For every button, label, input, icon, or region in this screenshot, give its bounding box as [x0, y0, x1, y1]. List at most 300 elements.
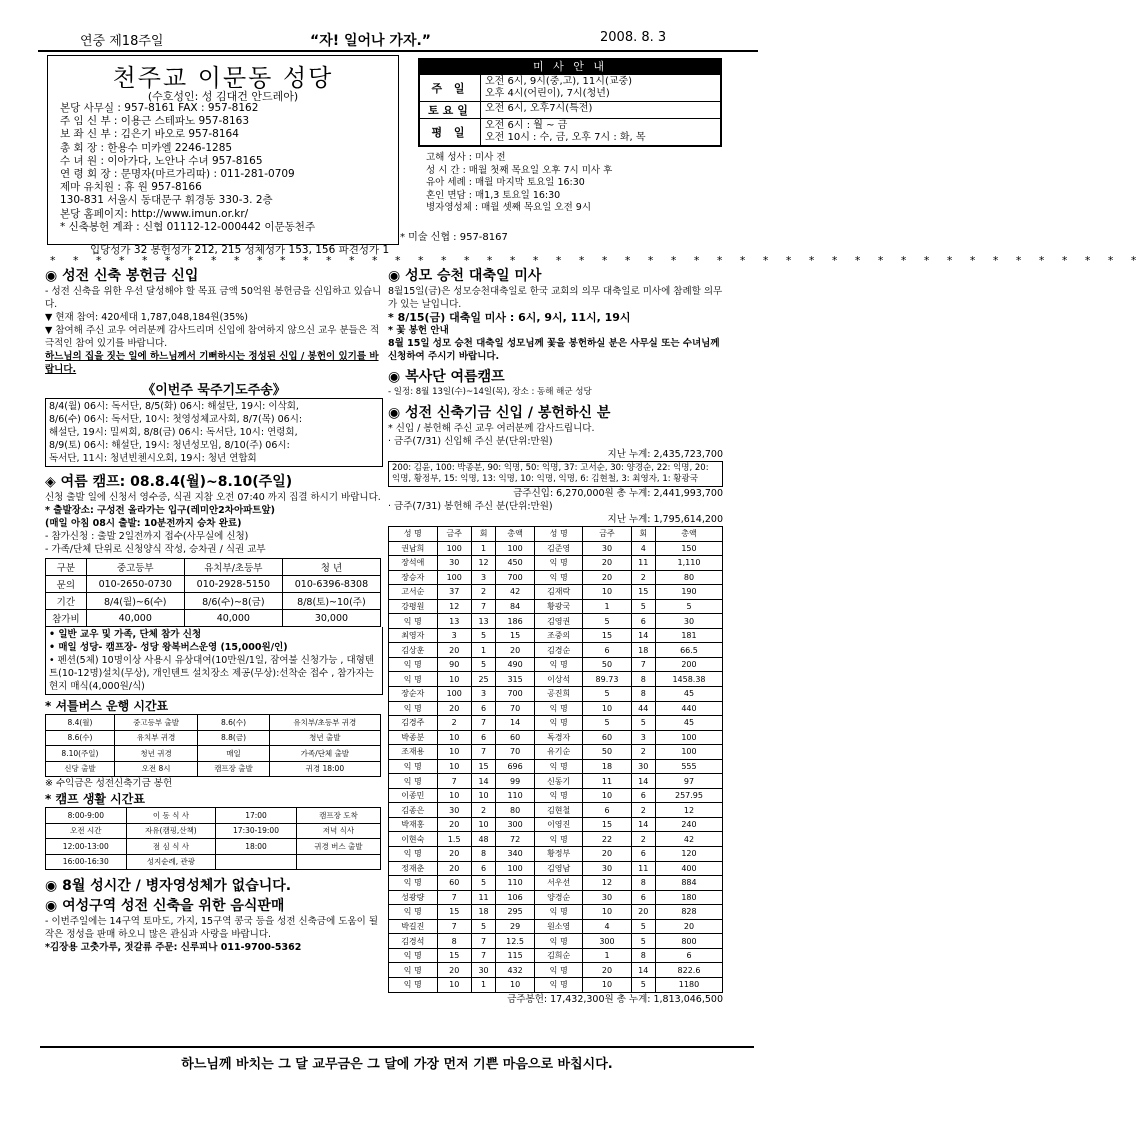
prayer-line: 해설단, 19시: 밀씨회, 8/8(금) 06시: 독서단, 10시: 연령회, [49, 427, 298, 438]
table-cell: 17:30-19:00 [216, 823, 297, 839]
mass-time: 오전 6시 : 월 ~ 금 [485, 120, 568, 131]
table-cell: 257.95 [655, 788, 722, 803]
section-title: ◉ 성전 신축기금 신입 / 봉헌하신 분 [388, 405, 611, 421]
footer-message: 하느님께 바치는 그 달 교무금은 그 달에 가장 먼저 기쁜 마음으로 바칩시다. [181, 1057, 613, 1072]
table-cell: 6 [631, 614, 655, 629]
table-cell: 20 [655, 919, 722, 934]
table-row [389, 905, 723, 920]
table-row [389, 556, 723, 571]
table-cell: 박재홍 [389, 817, 438, 832]
table-cell: 8 [631, 948, 655, 963]
account-line: * 신축봉헌 계좌 : 신협 01112-12-000442 이문동천주 [60, 220, 316, 233]
table-cell: 315 [496, 672, 535, 687]
table-cell: 42 [655, 832, 722, 847]
table-cell: 14 [631, 628, 655, 643]
table-cell: 10 [583, 701, 631, 716]
table-cell: 익 명 [534, 570, 583, 585]
bulletin-header [60, 30, 730, 48]
table-cell: 12 [655, 803, 722, 818]
table-row [389, 687, 723, 702]
contact-line: 본당 사무실 : 957-8161 FAX : 957-8162 [60, 102, 259, 114]
table-cell: 18 [583, 759, 631, 774]
section-body: ▼ 현재 참여: 420세대 1,787,048,184원(35%) [45, 312, 248, 323]
table-cell: 중고등부 [86, 559, 184, 576]
table-cell: 5 [655, 599, 722, 614]
table-cell: 45 [655, 687, 722, 702]
table-cell: 20 [437, 847, 471, 862]
table-cell: 115 [496, 948, 535, 963]
table-row [46, 808, 381, 824]
contact-line: 수 녀 원 : 이아가다, 노안나 수녀 957-8165 [60, 154, 263, 167]
table-row [389, 788, 723, 803]
table-cell: 캠프장 출발 [198, 761, 269, 777]
table-cell: 50 [583, 657, 631, 672]
table-cell: 6 [471, 730, 495, 745]
table-cell: 익 명 [389, 876, 438, 891]
section-emphasis: * 출발장소: 구성전 올라가는 입구(레미안2차아파트앞) [45, 505, 276, 516]
table-cell: 48 [471, 832, 495, 847]
table-cell: 익 명 [389, 759, 438, 774]
table-cell: 181 [655, 628, 722, 643]
table-cell: 장석애 [389, 556, 438, 571]
table-cell: 1 [471, 541, 495, 556]
table-row [389, 628, 723, 643]
table-cell: 80 [655, 570, 722, 585]
table-cell: 5 [583, 614, 631, 629]
bulletin-date: 2008. 8. 3 [600, 30, 667, 45]
table-cell: 청 년 [282, 559, 380, 576]
table-cell: 30 [583, 541, 631, 556]
sacrament-line: 유아 세례 : 매월 마지막 토요일 16:30 [426, 177, 585, 188]
section-title: ◉ 여성구역 성전 신축을 위한 음식판매 [45, 898, 285, 914]
table-cell: 15 [437, 905, 471, 920]
camp-note: • 펜션(5체) 10명이상 사용시 유상대여(10만원/1일, 잠여불 신청가능 , 대형텐트(10-12명)설치(무상), 개인텐트 설치장소 제공(무상):선착순 접수 , 참가자는 현지 매식(4,000원/식) [49, 655, 374, 692]
section-emphasis: *김장용 고춧가루, 젓갈류 주문: 신루피나 011-9700-5362 [45, 942, 302, 953]
table-cell: 익 명 [534, 556, 583, 571]
table-cell: 20 [631, 905, 655, 920]
table-cell: 7 [631, 657, 655, 672]
table-row [389, 759, 723, 774]
table-cell: 14 [631, 817, 655, 832]
section-title: ◉ 성전 신축 봉헌금 신입 [45, 268, 199, 284]
table-cell: 12 [583, 876, 631, 891]
section-title: ◉ 성모 승천 대축일 미사 [388, 268, 542, 284]
table-cell: 정재춘 [389, 861, 438, 876]
section-body: - 가족/단체 단위로 신청양식 작성, 승차권 / 식권 교부 [45, 544, 266, 555]
table-cell: 30 [437, 556, 471, 571]
table-cell [296, 854, 380, 870]
table-cell: 익 명 [389, 948, 438, 963]
table-cell: 장승자 [389, 570, 438, 585]
table-cell: 5 [631, 716, 655, 731]
liturgical-week: 연중 제18주일 [80, 34, 164, 49]
table-cell: 8.10(주일) [46, 746, 115, 762]
table-cell: 매일 [198, 746, 269, 762]
mass-time: 오전 6시, 오후7시(특전) [485, 103, 593, 114]
table-row [389, 716, 723, 731]
table-cell: 1 [583, 948, 631, 963]
table-cell: 1 [471, 977, 495, 992]
table-row [389, 745, 723, 760]
table-header-row [389, 527, 723, 542]
table-cell: 8:00-9:00 [46, 808, 127, 824]
contact-line: 보 좌 신 부 : 김은기 바오로 957-8164 [60, 128, 239, 141]
table-cell: 10 [437, 745, 471, 760]
section-title: ◉ 8월 성시간 / 병자영성체가 없습니다. [45, 878, 292, 894]
pledge-list: 200: 김윤, 100: 박종분, 90: 익명, 50: 익명, 37: 고서순, 30: 양경순, 22: 익명, 20: 익명, 황정부, 15: 익명, 13: 익명, 10: 익명, 익명, 6: 김현철, 3: 최영자, 1: 황광국 [388, 461, 723, 487]
contact-line: 연 령 회 장 : 문명자(마르가리따) : 011-281-0709 [60, 168, 295, 181]
table-cell: 5 [471, 628, 495, 643]
table-cell: 190 [655, 585, 722, 600]
table-cell: 7 [437, 890, 471, 905]
homepage-line[interactable]: 본당 홈페이지: http://www.imun.or.kr/ [60, 207, 249, 220]
table-cell: 106 [496, 890, 535, 905]
table-cell: 22 [583, 832, 631, 847]
table-header-cell: 성 명 [389, 527, 438, 542]
table-cell: 240 [655, 817, 722, 832]
section-emphasis: * 8/15(금) 대축일 미사 : 6시, 9시, 11시, 19시 [388, 311, 631, 324]
section-body: ▼ 참여해 주신 교우 여러분께 감사드리며 신입에 참여하지 않으신 교우 분들은 적극적인 참여 있기를 바랍니다. [45, 325, 380, 349]
table-cell: 16:00-16:30 [46, 854, 127, 870]
table-cell: 12 [437, 599, 471, 614]
mass-day: 평 일 [420, 119, 481, 145]
section-body: - 참가신청 : 출발 2일전까지 접수(사무실에 신청) [45, 531, 249, 542]
table-cell: 186 [496, 614, 535, 629]
table-cell: 17:00 [216, 808, 297, 824]
table-cell: 30 [437, 803, 471, 818]
table-cell: 익 명 [534, 701, 583, 716]
table-cell: 자유(캠핑,산책) [126, 823, 216, 839]
table-cell: 20 [437, 643, 471, 658]
table-cell: 14 [631, 963, 655, 978]
table-cell: 6 [631, 847, 655, 862]
table-cell: 150 [655, 541, 722, 556]
table-cell: 2 [471, 585, 495, 600]
table-cell: 100 [496, 861, 535, 876]
church-patron: (수호성인: 성 김대건 안드레아) [147, 90, 299, 103]
table-cell: 11 [631, 556, 655, 571]
mass-row-saturday [420, 101, 720, 118]
table-cell: 익 명 [389, 614, 438, 629]
table-cell: 1458.38 [655, 672, 722, 687]
table-row [46, 730, 381, 746]
table-cell: 문의 [46, 576, 87, 593]
table-cell: 20 [437, 963, 471, 978]
table-row [389, 730, 723, 745]
table-cell: 300 [583, 934, 631, 949]
header-rule [38, 50, 758, 52]
table-cell: 10 [437, 759, 471, 774]
camp-note: • 매일 성당- 캠프장- 성당 왕복버스운영 (15,000원/인) [49, 642, 288, 653]
prayer-title: 《이번주 묵주기도주송》 [142, 383, 286, 398]
church-name: 천주교 이문동 성당 [112, 64, 334, 92]
table-cell: 익 명 [534, 759, 583, 774]
table-cell: 5 [631, 934, 655, 949]
table-cell: 14 [496, 716, 535, 731]
table-cell: 청년 출발 [269, 730, 380, 746]
prayer-box [45, 398, 383, 467]
table-cell: 6 [471, 701, 495, 716]
table-cell: 25 [471, 672, 495, 687]
table-cell: 이영진 [534, 817, 583, 832]
table-cell: 400 [655, 861, 722, 876]
section-body: - 이번주일에는 14구역 토마도, 가지, 15구역 콩국 등을 성전 신축금에 도움이 될 작은 정성을 판매 하오니 많은 관심과 사랑을 바랍니다. [45, 916, 378, 940]
table-cell: 황정부 [534, 847, 583, 862]
table-cell: 권남희 [389, 541, 438, 556]
table-cell: 8.6(수) [198, 715, 269, 731]
table-cell: 익 명 [389, 905, 438, 920]
table-cell: 10 [437, 730, 471, 745]
table-row [389, 977, 723, 992]
table-cell: 4 [583, 919, 631, 934]
table-cell: 295 [496, 905, 535, 920]
table-cell: 13 [437, 614, 471, 629]
table-cell: 30,000 [282, 610, 380, 627]
table-cell: 7 [437, 774, 471, 789]
table-cell: 5 [471, 657, 495, 672]
sacrament-schedule [420, 152, 720, 215]
section-emphasis: (매일 아침 08시 출발: 10분전까지 승차 완료) [45, 518, 242, 529]
table-cell: 독경자 [534, 730, 583, 745]
table-cell: 40,000 [184, 610, 282, 627]
table-row [389, 803, 723, 818]
table-cell: 60 [496, 730, 535, 745]
table-cell: 김준영 [534, 541, 583, 556]
table-cell: 50 [583, 745, 631, 760]
table-cell: 15 [583, 817, 631, 832]
table-cell: 가족/단체 출발 [269, 746, 380, 762]
table-cell: 김재락 [534, 585, 583, 600]
table-cell: 66.5 [655, 643, 722, 658]
table-cell: 8.4(월) [46, 715, 115, 731]
table-row [389, 934, 723, 949]
table-cell: 익 명 [534, 905, 583, 920]
table-cell: 이종민 [389, 788, 438, 803]
table-cell: 450 [496, 556, 535, 571]
table-cell: 60 [437, 876, 471, 891]
table-cell: 1.5 [437, 832, 471, 847]
table-row [389, 701, 723, 716]
table-cell: 5 [631, 977, 655, 992]
table-cell: 700 [496, 570, 535, 585]
table-cell: 13 [471, 614, 495, 629]
table-cell: 822.6 [655, 963, 722, 978]
table-row [46, 823, 381, 839]
table-cell: 2 [471, 803, 495, 818]
table-cell: 14 [471, 774, 495, 789]
table-cell: 10 [471, 788, 495, 803]
table-cell: 김영남 [534, 861, 583, 876]
section-body: · 금주(7/31) 봉헌해 주신 분(단위:만원) [388, 501, 553, 512]
table-cell: 캠프장 도착 [296, 808, 380, 824]
table-cell: 1 [583, 599, 631, 614]
table-cell: 점 심 식 사 [126, 839, 216, 855]
table-row [46, 839, 381, 855]
table-row [389, 774, 723, 789]
table-cell: 1 [471, 643, 495, 658]
table-cell: 200 [655, 657, 722, 672]
table-cell: 장순자 [389, 687, 438, 702]
table-cell: 7 [471, 716, 495, 731]
table-cell: 유기순 [534, 745, 583, 760]
table-cell: 신동기 [534, 774, 583, 789]
table-cell: 8 [631, 672, 655, 687]
table-cell: 30 [655, 614, 722, 629]
camp-table [45, 558, 381, 627]
table-cell: 20 [437, 817, 471, 832]
table-cell: 익 명 [389, 847, 438, 862]
table-cell: 100 [437, 687, 471, 702]
section-body: - 일정: 8월 13일(수)~14일(목), 장소 : 동해 해군 성당 [388, 387, 592, 397]
mass-day: 주 일 [420, 75, 481, 101]
table-cell: 익 명 [389, 657, 438, 672]
table-cell: 100 [655, 745, 722, 760]
table-cell: 익 명 [534, 832, 583, 847]
table-cell: 6 [631, 890, 655, 905]
section-title: ◈ 여름 캠프: 08.8.4(월)~8.10(주일) [45, 474, 293, 490]
table-cell: 828 [655, 905, 722, 920]
table-cell: 884 [655, 876, 722, 891]
table-cell: 8/6(수)~8(금) [184, 593, 282, 610]
table-cell: 신당 출발 [46, 761, 115, 777]
mass-row-weekday [420, 118, 720, 145]
contact-line: 총 회 장 : 한용수 미카엘 2246-1285 [60, 141, 233, 154]
table-cell: 800 [655, 934, 722, 949]
table-cell: 8/8(토)~10(주) [282, 593, 380, 610]
table-cell: 6 [631, 788, 655, 803]
section-body: - 성전 신축을 위한 우선 달성해야 할 목표 금액 50억원 봉헌금을 신입하고 있습니다. [45, 286, 382, 310]
table-cell: 15 [437, 948, 471, 963]
table-cell: 555 [655, 759, 722, 774]
table-cell: 10 [583, 977, 631, 992]
table-header-cell: 금주 [437, 527, 471, 542]
table-cell: 익 명 [389, 774, 438, 789]
table-cell: 11 [471, 890, 495, 905]
table-cell: 99 [496, 774, 535, 789]
table-cell: 김경순 [534, 643, 583, 658]
table-cell: 30 [631, 759, 655, 774]
table-cell: 12 [471, 556, 495, 571]
table-cell: 5 [471, 876, 495, 891]
church-info-box [47, 55, 399, 245]
table-cell: 20 [496, 643, 535, 658]
table-row [389, 657, 723, 672]
table-row [389, 948, 723, 963]
table-row [389, 570, 723, 585]
table-cell: 010-2928-5150 [184, 576, 282, 593]
mass-time: 오전 6시, 9시(중,고), 11시(교중) [485, 76, 633, 87]
table-cell: 12:00-13:00 [46, 839, 127, 855]
table-cell: 6 [655, 948, 722, 963]
table-cell: 700 [496, 687, 535, 702]
table-cell: 97 [655, 774, 722, 789]
prayer-line: 8/9(토) 06시: 해설단, 19시: 청년성모임, 8/10(주) 06시: [49, 440, 290, 451]
table-cell: 익 명 [534, 977, 583, 992]
table-row [389, 861, 723, 876]
table-cell: 귀경 버스 출발 [296, 839, 380, 855]
table-cell: 6 [583, 643, 631, 658]
prayer-line: 8/4(월) 06시: 독서단, 8/5(화) 06시: 해설단, 19시: 이삭회, [49, 401, 299, 412]
table-cell: 황광국 [534, 599, 583, 614]
table-cell: 37 [437, 585, 471, 600]
table-cell: 6 [471, 861, 495, 876]
table-cell: 1180 [655, 977, 722, 992]
table-cell: 구분 [46, 559, 87, 576]
table-cell: 7 [471, 934, 495, 949]
table-cell: 100 [655, 730, 722, 745]
table-cell: 청년 귀경 [114, 746, 197, 762]
table-cell: 귀경 18:00 [269, 761, 380, 777]
table-cell: 저녁 식사 [296, 823, 380, 839]
table-row [389, 817, 723, 832]
table-cell: 3 [471, 570, 495, 585]
table-cell: 익 명 [389, 963, 438, 978]
contact-line: 130-831 서울시 동대문구 휘경동 330-3. 2층 [60, 194, 273, 207]
table-cell: 8 [437, 934, 471, 949]
table-row [46, 715, 381, 731]
contact-line: 주 임 신 부 : 이용근 스테파노 957-8163 [60, 115, 250, 128]
table-cell: 익 명 [389, 672, 438, 687]
table-cell: 8.6(수) [46, 730, 115, 746]
table-header-cell: 회 [471, 527, 495, 542]
table-row [46, 610, 381, 627]
table-cell [216, 854, 297, 870]
table-header-cell: 성 명 [534, 527, 583, 542]
donation-sum: 금주봉헌: 17,432,300원 총 누계: 1,813,046,500 [507, 993, 723, 1005]
table-cell: 7 [437, 919, 471, 934]
table-cell: 익 명 [534, 934, 583, 949]
table-cell: 300 [496, 817, 535, 832]
table-cell: 오전 8시 [114, 761, 197, 777]
table-cell: 김경석 [389, 934, 438, 949]
prayer-line: 독서단, 11시: 청년빈첸시오회, 19시: 청년 연합회 [49, 453, 257, 464]
table-cell: 42 [496, 585, 535, 600]
table-cell: 10 [437, 788, 471, 803]
table-cell: 이상석 [534, 672, 583, 687]
table-cell: 익 명 [389, 701, 438, 716]
table-cell: 10 [471, 817, 495, 832]
table-row [46, 761, 381, 777]
table-row [389, 832, 723, 847]
camp-notes-box [45, 627, 383, 695]
donation-table-body [389, 527, 723, 993]
table-row [389, 876, 723, 891]
table-cell: 익 명 [534, 716, 583, 731]
table-cell: 2 [631, 745, 655, 760]
table-cell: 2 [631, 570, 655, 585]
table-cell: 익 명 [389, 977, 438, 992]
table-cell: 100 [437, 570, 471, 585]
table-cell: 4 [631, 541, 655, 556]
table-cell: 5 [631, 919, 655, 934]
shuttle-table [45, 714, 381, 777]
table-cell: 70 [496, 701, 535, 716]
table-cell: 원소영 [534, 919, 583, 934]
table-cell: 조재용 [389, 745, 438, 760]
table-cell: 성지순례, 관광 [126, 854, 216, 870]
table-cell: 89.73 [583, 672, 631, 687]
sacrament-line: 혼인 면담 : 매1,3 토요일 16:30 [426, 189, 561, 201]
mass-time: 오전 10시 : 수, 금, 오후 7시 : 화, 목 [485, 132, 646, 143]
table-cell: 14 [631, 774, 655, 789]
table-cell: 조중의 [534, 628, 583, 643]
table-cell: 29 [496, 919, 535, 934]
section-body: 신청 출발 일에 신청서 영수증, 식권 지참 오전 07:40 까지 집결 하시기 바랍니다. [45, 492, 381, 503]
table-cell: 110 [496, 876, 535, 891]
table-cell: 김경주 [389, 716, 438, 731]
left-column [45, 265, 383, 954]
section-emphasis: 8월 15일 성모 승천 대축일 성모님께 꽃을 봉헌하실 분은 사무실 또는 수녀님께 신청하여 주시기 바랍니다. [388, 338, 720, 362]
